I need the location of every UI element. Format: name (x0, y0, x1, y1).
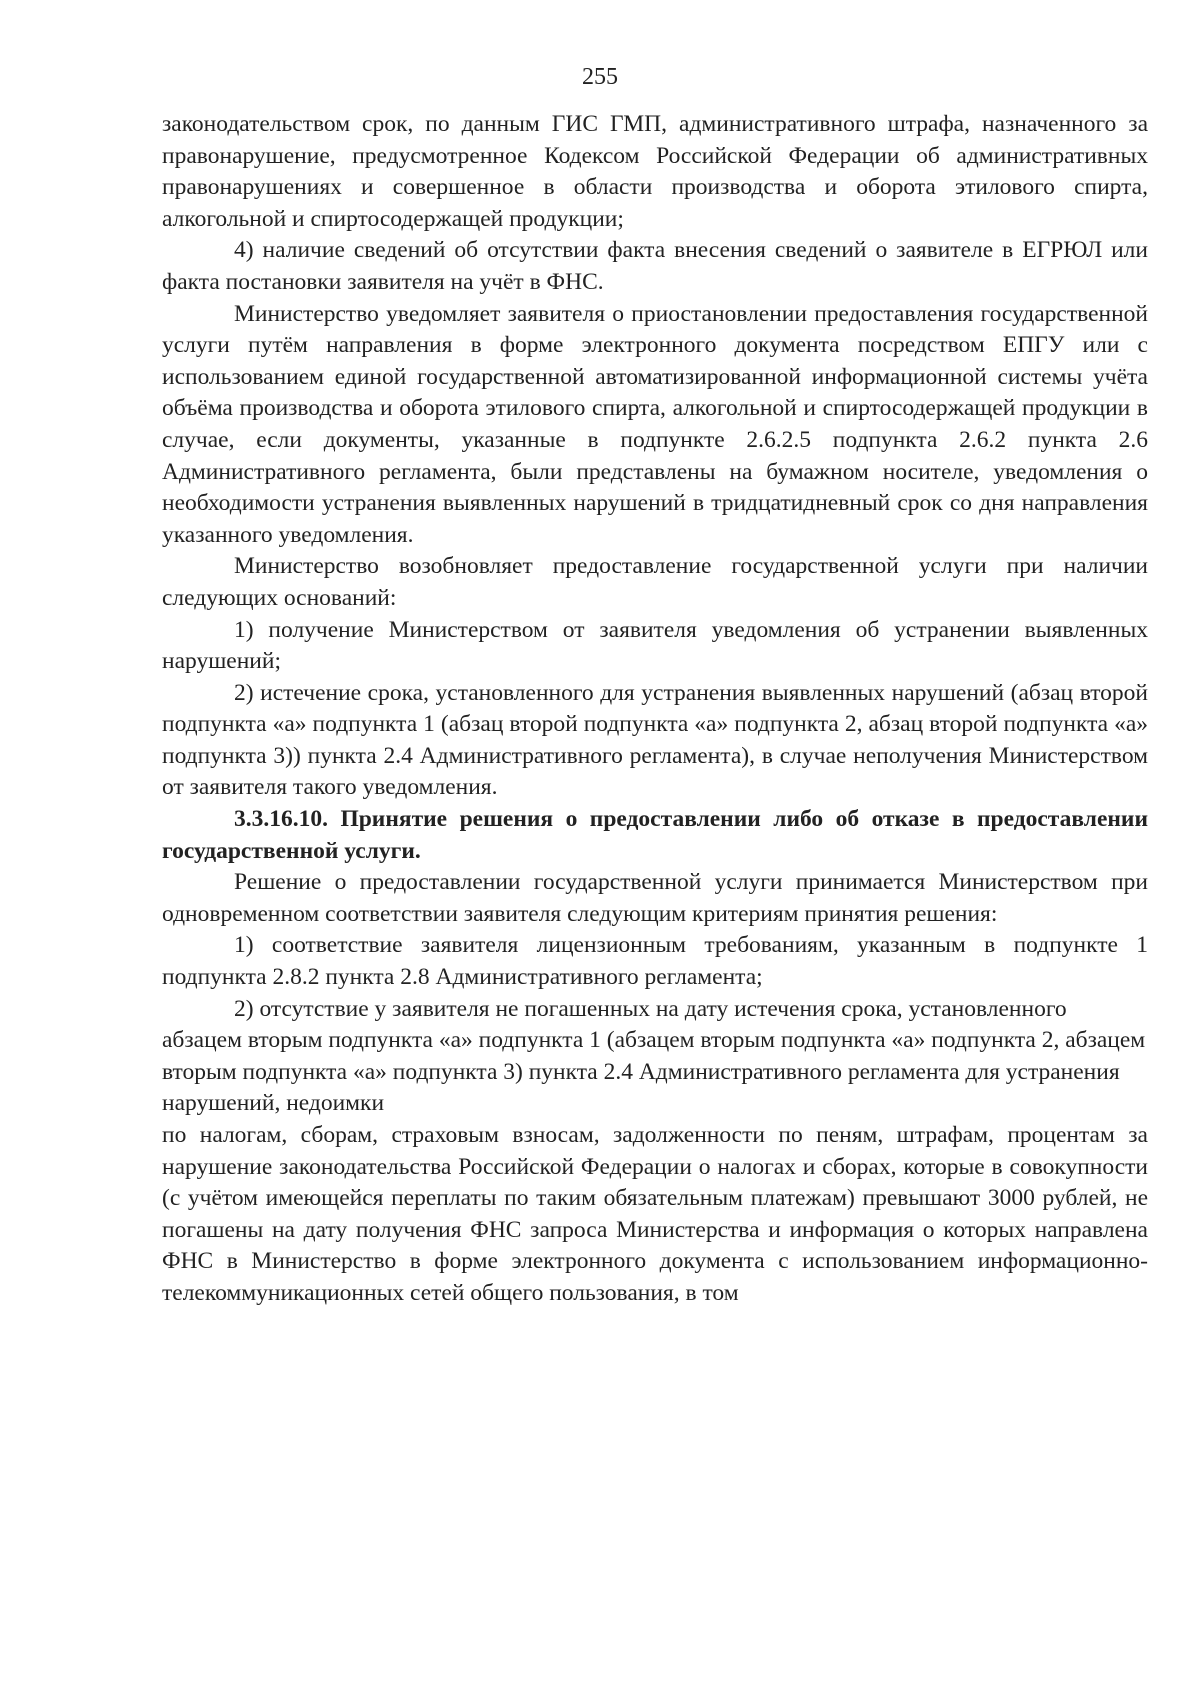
paragraph-decision-criteria: Решение о предоставлении государственной услуги принимается Министерством при одновременном соответствии заявителя следующим критериям принятия решения: (162, 869, 1148, 927)
paragraph-criterion-1: 1) соответствие заявителя лицензионным требованиям, указанным в подпункте 1 подпункта 2.8.2 пункта 2.8 Административного регламента; (162, 932, 1148, 991)
section-heading: 3.3.16.10. Принятие решения о предоставлении либо об отказе в предоставлении государственной услуги. (162, 806, 1148, 864)
paragraph-resumption-grounds: Министерство возобновляет предоставление государственной услуги при наличии следующих оснований: (162, 553, 1148, 611)
paragraph-continuation: законодательством срок, по данным ГИС ГМП, административного штрафа, назначенного за правонарушение, предусмотренное Кодексом Российской Федерации об административных правонарушениях и совершенное в области производства и оборота этилового спирта, алкогольной и спиртосодержащей продукции; (162, 111, 1148, 232)
paragraph-criterion-2-continuation: по налогам, сборам, страховым взносам, задолженности по пеням, штрафам, процентам за нарушение законодательства Российской Федерации о налогах и сборах, которые в совокупности (с учётом имеющейся переплаты по таким обязательным платежам) превышают 3000 рублей, не погашены на дату получения ФНС запроса Министерства и информация о которых направлена ФНС в Министерство в форме электронного документа с использованием информационно-телекоммуникационных сетей общего пользования, в том (162, 1122, 1148, 1306)
paragraph-item-4: 4) наличие сведений об отсутствии факта внесения сведений о заявителе в ЕГРЮЛ или факта постановки заявителя на учёт в ФНС. (162, 237, 1148, 295)
paragraph-resumption-item-2: 2) истечение срока, установленного для устранения выявленных нарушений (абзац второй подпункта «а» подпункта 1 (абзац второй подпункта «а» подпункта 2, абзац второй подпункта «а» подпункта 3)) пункта 2.4 Административного регламента), в случае неполучения Министерством от заявителя такого уведомления. (162, 679, 1148, 801)
page-number: 255 (582, 64, 618, 90)
paragraph-criterion-2: 2) отсутствие у заявителя не погашенных на дату истечения срока, установленного абзацем вторым подпункта «а» подпункта 1 (абзацем вторым подпункта «а» подпункта 2, абзацем вторым подпункта «а» подпункта 3) пункта 2.4 Административного регламента для устранения нарушений, недоимки (162, 995, 1146, 1117)
paragraph-resumption-item-1: 1) получение Министерством от заявителя уведомления об устранении выявленных нарушений; (162, 616, 1148, 675)
paragraph-suspension-notice: Министерство уведомляет заявителя о приостановлении предоставления государственной услуги путём направления в форме электронного документа посредством ЕПГУ или с использованием единой государственной автоматизированной информационной системы учёта объёма производства и оборота этилового спирта, алкогольной и спиртосодержащей продукции в случае, если документы, указанные в подпункте 2.6.2.5 подпункта 2.6.2 пункта 2.6 Административного регламента, были представлены на бумажном носителе, уведомления о необходимости устранения выявленных нарушений в тридцатидневный срок со дня направления указанного уведомления. (162, 300, 1148, 548)
document-body (162, 109, 1148, 1310)
